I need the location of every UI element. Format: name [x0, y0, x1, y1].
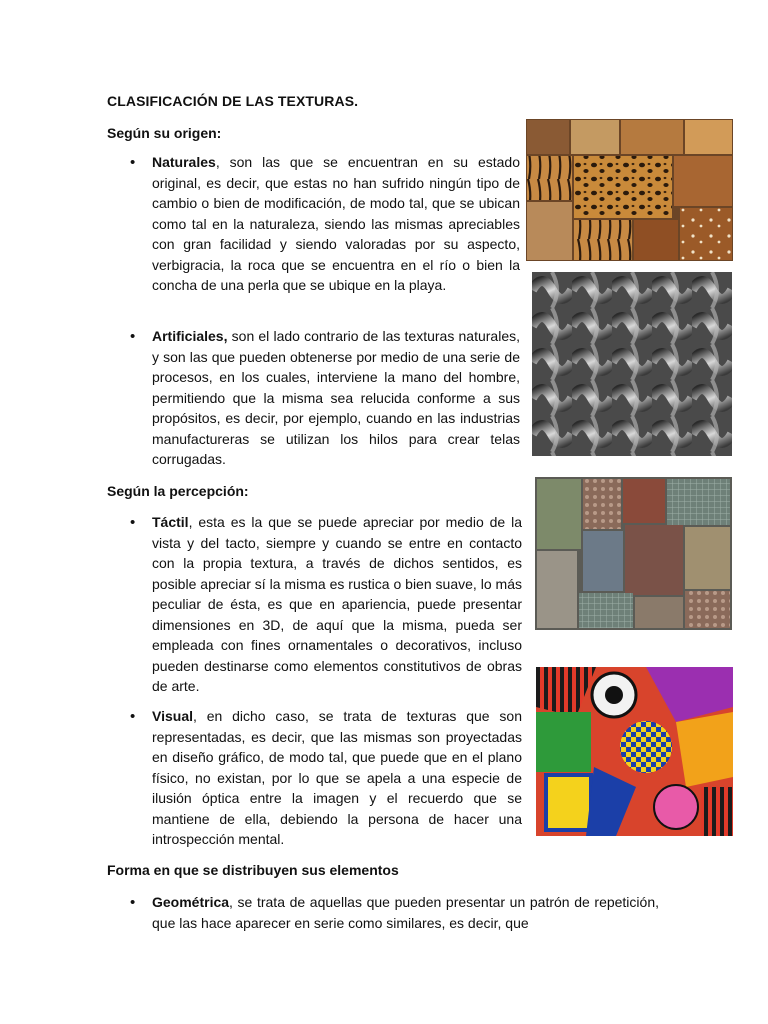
- heading-segun-origen: Según su origen:: [107, 125, 222, 141]
- list-item-tactil: [152, 512, 522, 697]
- bullet-icon: •: [130, 894, 136, 911]
- text-visual: , en dicho caso, se trata de texturas que son representadas, es decir, que las mismas son proyectadas en diseño gráfico, de modo tal, que puede que en el plano físico, no existan, por lo que se apela a una especie de ilusión óptica entre la imagen y el recuerdo que se mantiene de ella, debiendo la persona de hacer una introspección mental.: [152, 708, 522, 847]
- heading-forma-distribucion: Forma en que se distribuyen sus elementos: [107, 862, 399, 878]
- list-item-artificiales: [152, 326, 520, 470]
- heading-segun-percepcion: Según la percepción:: [107, 483, 249, 499]
- image-tactile-tiles-collage: [535, 477, 732, 630]
- list-item-visual: [152, 706, 522, 850]
- term-artificiales: Artificiales,: [152, 328, 228, 344]
- text-geometrica: , se trata de aquellas que pueden presentar un patrón de repetición, que las hace aparecer en serie como similares, es decir, que: [152, 894, 659, 931]
- term-visual: Visual: [152, 708, 193, 724]
- document-title: CLASIFICACIÓN DE LAS TEXTURAS.: [107, 93, 359, 109]
- term-tactil: Táctil: [152, 514, 189, 530]
- bullet-icon: •: [130, 514, 136, 531]
- text-artificiales: son el lado contrario de las texturas naturales, y son las que pueden obtenerse por medio de una serie de procesos, en los cuales, interviene la mano del hombre, permitiendo que la misma sea relucida conforme a sus propósitos, es decir, por ejemplo, cuando en las industrias manufactureras se utilizan los hilos para crear telas corrugadas.: [152, 328, 520, 467]
- list-item-geometrica: [152, 892, 659, 933]
- image-metallic-woven-texture: [532, 272, 732, 456]
- text-naturales: , son las que se encuentran en su estado original, es decir, que estas no han sufrido ningún tipo de cambio o bien de modificación, de modo tal, que se ubican como tal en la naturaleza, siendo las mismas apreciables con gran facilidad y siendo valoradas por su aspecto, verbigracia, la roca que se encuentra en el río o bien la concha de una perla que se ubique en la playa.: [152, 154, 520, 293]
- term-geometrica: Geométrica: [152, 894, 230, 910]
- text-tactil: , esta es la que se puede apreciar por medio de la vista y del tacto, siempre y cuando se entre en contacto con la propia textura, a través de dichos sentidos, es posible apreciar sí la misma es rustica o bien suave, lo más peculiar de ésta, es que en apariencia, puede presentar dimensiones en 3D, de aquí que la misma, pueda ser empleada con fines ornamentales o decorativos, incluso pueden destinarse como elementos constitutivos de obras de arte.: [152, 514, 522, 694]
- bullet-icon: •: [130, 708, 136, 725]
- image-animal-fur-textures: [526, 119, 733, 261]
- bullet-icon: •: [130, 154, 136, 171]
- bullet-icon: •: [130, 328, 136, 345]
- list-item-naturales: [152, 152, 520, 296]
- image-visual-colorful-textures: [536, 667, 733, 836]
- term-naturales: Naturales: [152, 154, 216, 170]
